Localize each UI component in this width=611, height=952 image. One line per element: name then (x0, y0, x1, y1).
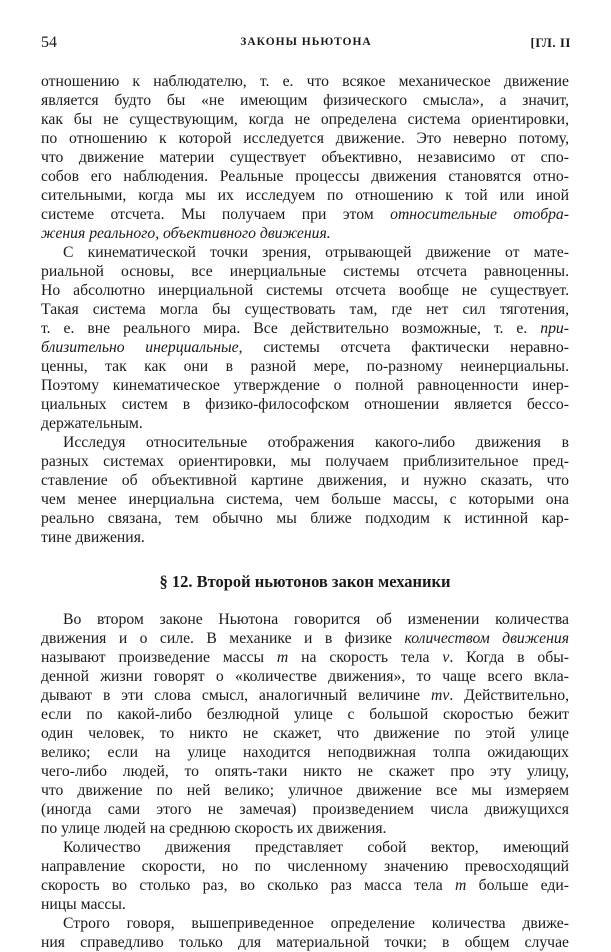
text-line (41, 686, 569, 705)
text-line (41, 338, 569, 357)
text-line: риальной основы, все инерциальные системы отсчета равноценны. (41, 263, 569, 280)
text-line: Во втором законе Ньютона говорится об изменении количества (63, 611, 569, 628)
text-line: отношению к наблюдателю, т. е. что всякое механическое движение (41, 73, 569, 90)
text-line: сительными, когда мы их исследуем по отношению к той или иной (41, 187, 569, 204)
text-line (41, 205, 569, 224)
math-m: m (276, 649, 289, 666)
text-line: ния справедливо только для материальной точки; в общем случае (41, 934, 569, 951)
text-line (41, 648, 569, 667)
text-line: Строго говоря, вышеприведенное определение количества движе- (63, 915, 569, 932)
text-line: Количество движения представляет собой вектор, имеющий (63, 839, 569, 856)
italic-run: при- (540, 320, 569, 337)
text-run: дывают в эти слова смысл, аналогичный величине (41, 687, 432, 704)
text-line: Поэтому кинематическое утверждение о полной равноценности инер- (41, 377, 569, 394)
running-header (41, 34, 571, 58)
math-m: m (455, 877, 467, 894)
text-run: движения и о силе. В механике и в физике (41, 630, 405, 647)
paragraph-1 (41, 72, 569, 243)
text-line: велико; если на улице находится неподвижная толпа ожидающих (41, 744, 569, 761)
text-run: . Когда в обы- (449, 649, 569, 666)
text-run: скорость во столько раз, во сколько раз масса тела (41, 877, 456, 894)
italic-run: близительно инерциальные (41, 339, 239, 356)
text-line: Но абсолютно инерциальной системы отсчета вообще не существует. (41, 282, 569, 299)
text-run: называют произведение массы (41, 649, 277, 666)
text-line: как бы не существующим, когда не определена система ориентировки, (41, 111, 569, 128)
text-run: на скорость тела (288, 649, 443, 666)
text-run: , системы отсчета фактически неравно- (238, 339, 570, 356)
text-run: . Действительно, (449, 687, 569, 704)
text-line: денной жизни говорят о «количестве движения», то чаще всего вкла- (41, 668, 569, 685)
text-line (41, 224, 569, 243)
text-line: собов его наблюдения. Реальные процессы движения становятся отно- (41, 168, 569, 185)
italic-run: количеством движения (404, 630, 570, 647)
page-number: 54 (41, 34, 57, 51)
paragraph-6 (41, 914, 569, 952)
text-line: что движение материи существует объективно, независимо от спо- (41, 149, 569, 166)
text-line (41, 319, 569, 338)
text-line: если по какой-либо безлюдной улице с большой скоростью бежит (41, 706, 569, 723)
text-line (41, 629, 569, 648)
text-line: С кинематической точки зрения, отрывающей движение от мате- (63, 244, 569, 261)
text-line: ценны, так как они в разной мере, по-разному неинерциальны. (41, 358, 569, 375)
text-run: системе отсчета. Мы получаем при этом (41, 206, 391, 223)
text-line: по улице людей на среднюю скорость их движения. (41, 820, 387, 837)
section-heading: § 12. Второй ньютонов закон механики (159, 572, 451, 591)
text-line: тине движения. (41, 529, 145, 546)
text-line: (иногда сами этого не замечая) произведением числа движущихся (41, 801, 569, 818)
text-run: т. е. вне реального мира. Все действительно возможные, т. е. (41, 320, 541, 337)
text-line: разных системах ориентировки, мы получаем приблизительное пред- (41, 453, 569, 470)
running-title: ЗАКОНЫ НЬЮТОНА (240, 36, 372, 48)
page-body (41, 72, 569, 952)
text-line: Такая система могла бы существовать там, где нет сил тяготения, (41, 301, 569, 318)
math-mv: mv (431, 687, 450, 704)
text-line: является будто бы «не имеющим физического смысла», а значит, (41, 92, 569, 109)
text-line: один человек, то никто не скажет, что движение по этой улице (41, 725, 569, 742)
math-v: v (442, 649, 450, 666)
text-line (41, 876, 569, 895)
text-line: Исследуя относительные отображения какого-либо движения в (63, 434, 569, 451)
text-run: больше еди- (466, 877, 569, 894)
text-line: реально связана, тем обычно мы ближе подходим к истинной кар- (41, 510, 569, 527)
text-line: по отношению к которой исследуется движение. Это неверно потому, (41, 130, 569, 147)
paragraph-2 (41, 243, 569, 433)
text-line: ставление об объективной картине движения, и нужно сказать, что (41, 472, 569, 489)
paragraph-3 (41, 433, 569, 547)
chapter-label: [ГЛ. II (530, 35, 571, 50)
italic-run: жения реального, объективного движения. (41, 225, 331, 242)
text-line: направление скорости, но по численному значению превосходящий (41, 858, 569, 875)
text-line: ницы массы. (41, 896, 126, 913)
text-line: циальных систем в физико-философском отношении является бессо- (41, 396, 569, 413)
text-line: чего-либо людей, то опять-таки никто не скажет про эту улицу, (41, 763, 569, 780)
text-line: что движение по ней велико; уличное движение все мы измеряем (41, 782, 569, 799)
paragraph-5 (41, 838, 569, 914)
text-line: чем менее инерциальна система, чем больше массы, с которыми она (41, 491, 569, 508)
paragraph-4 (41, 610, 569, 838)
text-line: держательным. (41, 415, 143, 432)
italic-run: относительные отобра- (390, 206, 569, 223)
